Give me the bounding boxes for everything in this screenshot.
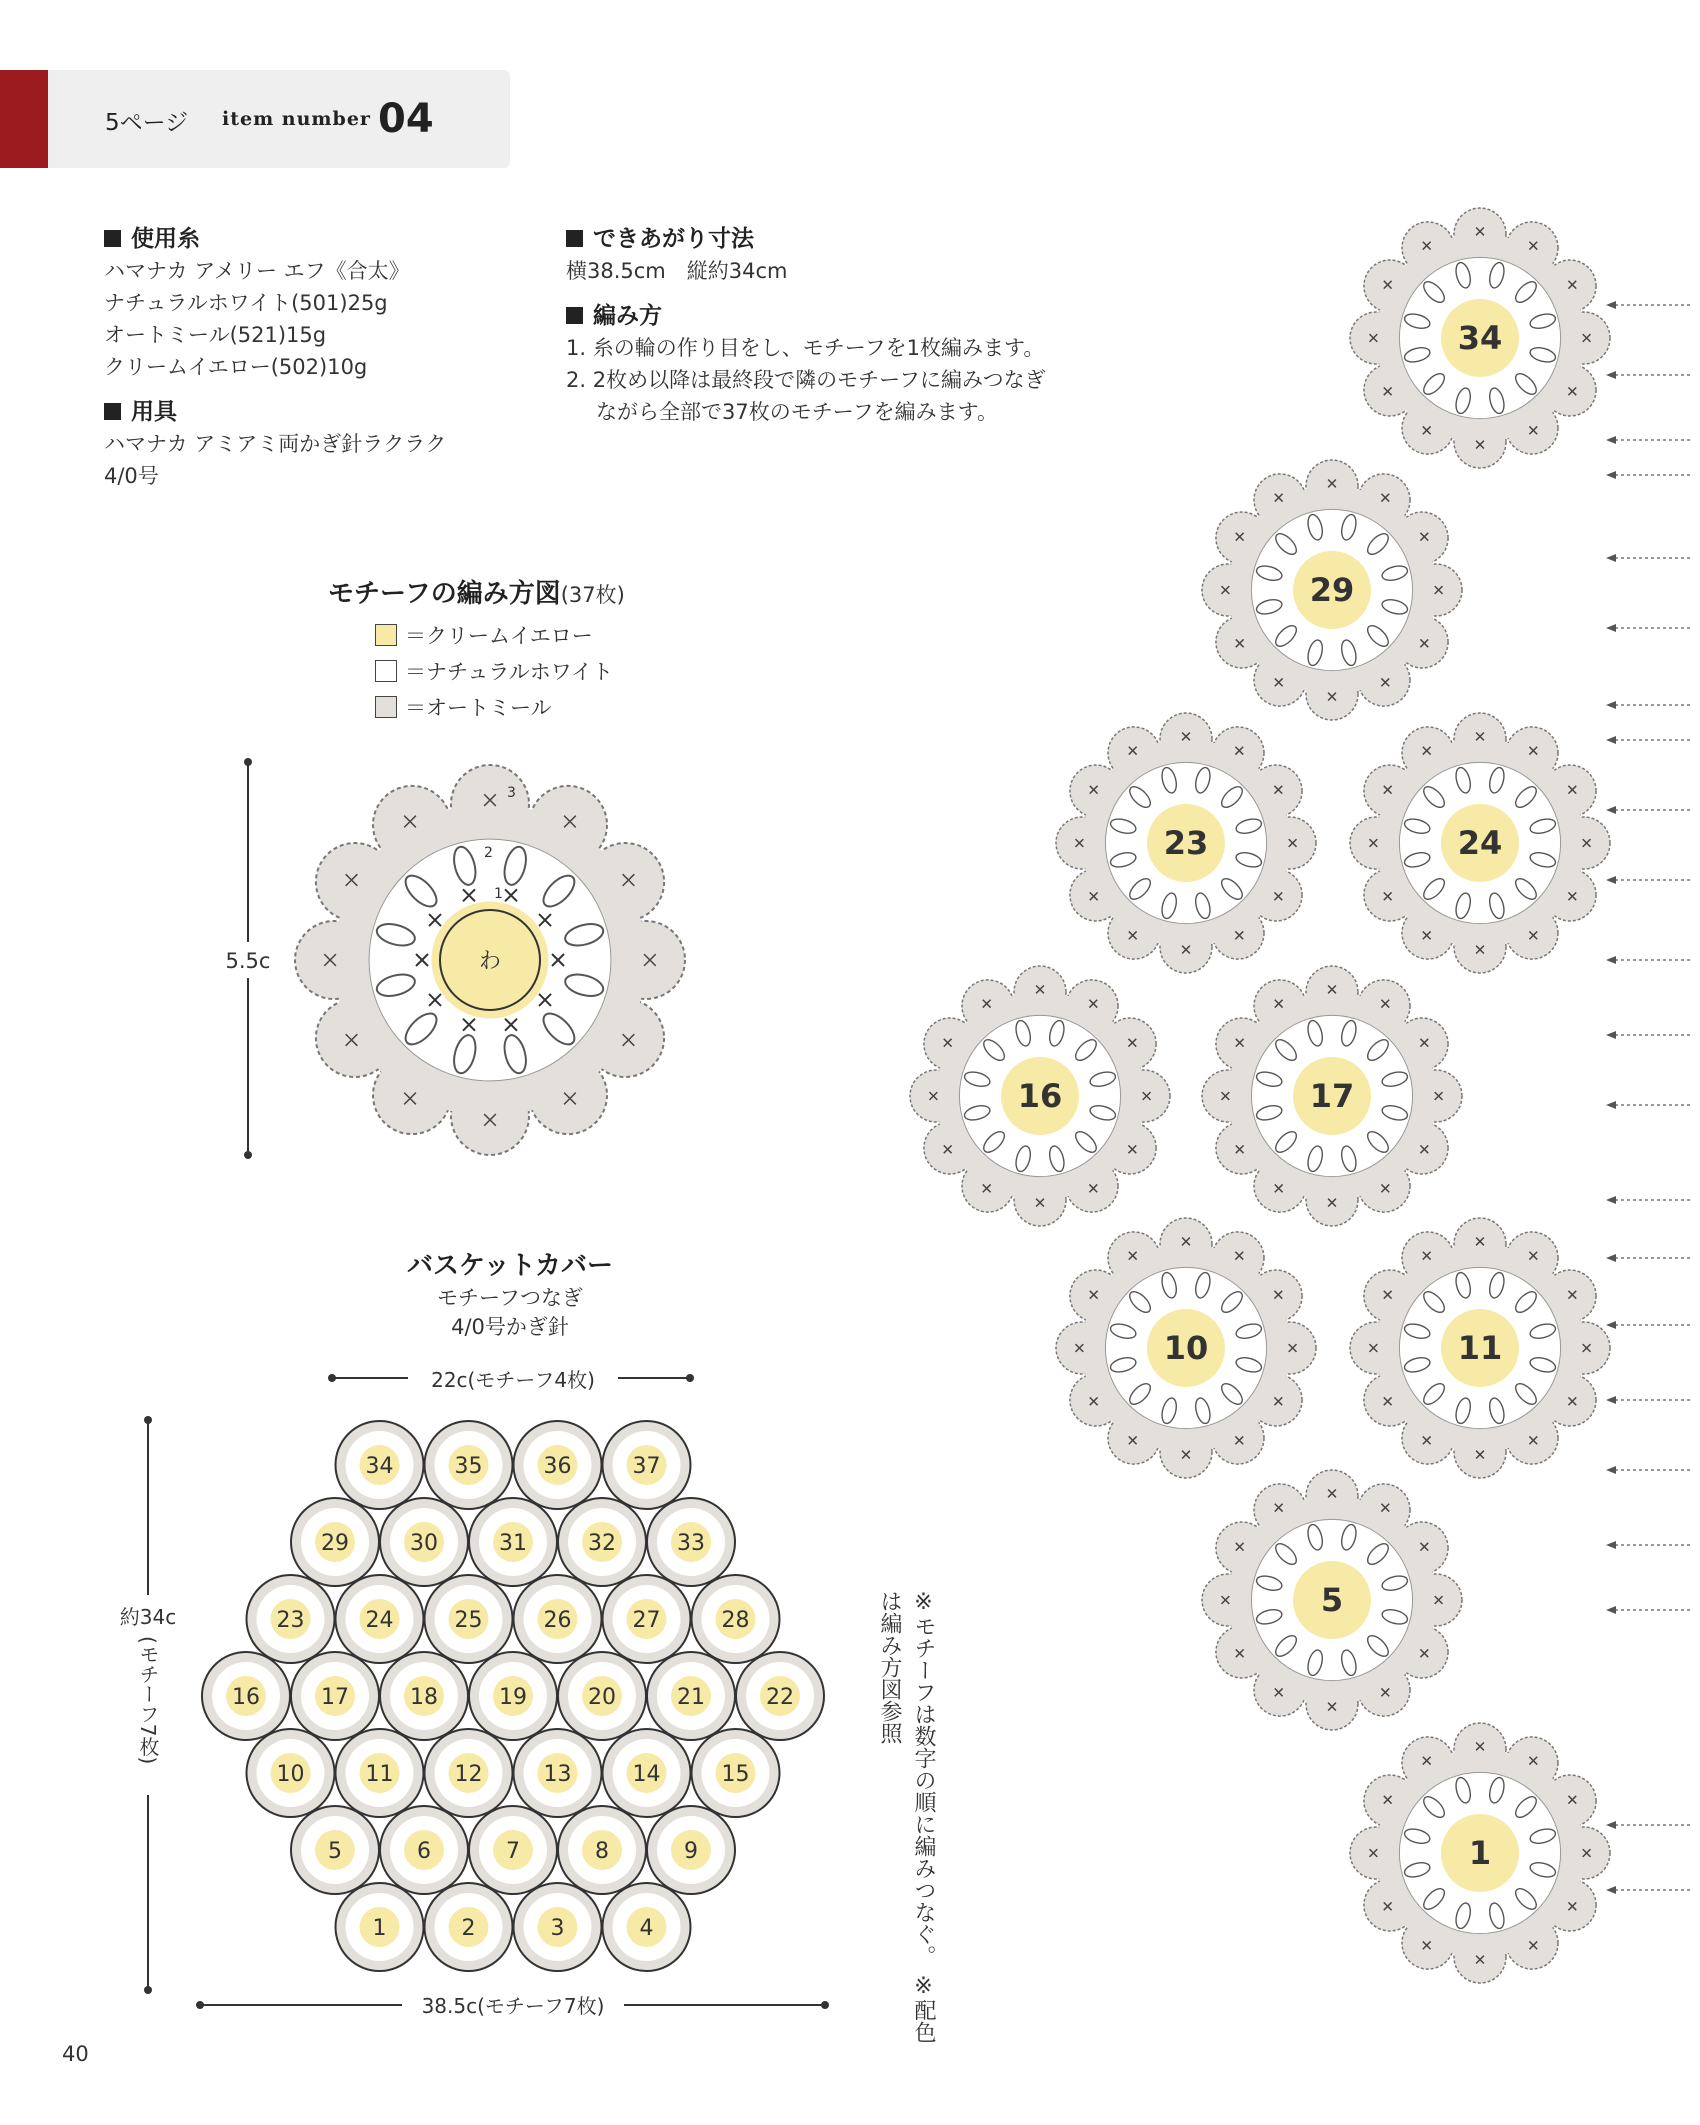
motif-layout-number: 24 [365, 1608, 394, 1633]
finished-size-title: できあがり寸法 [566, 220, 787, 253]
arrow-head-icon [1606, 1606, 1616, 1614]
round-label: 1 [494, 886, 503, 902]
round-label: 2 [484, 845, 493, 861]
basket-subtitle: 4/0号かぎ針 [451, 1315, 569, 1339]
ring-label: わ [478, 949, 502, 974]
motif-diagram [220, 750, 700, 1170]
color-swatch [375, 660, 397, 682]
motif-number: 29 [1309, 571, 1355, 609]
size-label: 5.5c [225, 949, 271, 973]
square-bullet-icon [104, 403, 121, 420]
motif-number: 24 [1457, 824, 1503, 862]
motif-number: 16 [1017, 1077, 1063, 1115]
side-dimension-label: 約34c [119, 1605, 177, 1629]
motif-layout-number: 2 [461, 1916, 476, 1941]
dimension-end-dot [244, 758, 252, 766]
page-number: 40 [62, 2042, 89, 2066]
legend-item: ＝クリームイエロー [375, 617, 613, 653]
dimension-end-dot [821, 2001, 829, 2009]
square-bullet-icon [104, 230, 121, 247]
note-line-1: ※モチーフは数字の順に編みつなぐ。 [911, 1590, 936, 1967]
motif-chart-title: モチーフの編み方図(37枚) [328, 579, 625, 609]
joined-motif-group [910, 208, 1610, 1983]
arrow-head-icon [1606, 956, 1616, 964]
motif-number: 1 [1468, 1834, 1492, 1872]
arrow-head-icon [1606, 624, 1616, 632]
top-dimension-label: 22c(モチーフ4枚) [431, 1368, 595, 1392]
motif-layout-number: 17 [321, 1685, 349, 1710]
arrow-head-icon [1606, 1254, 1616, 1262]
motif-layout-number: 34 [365, 1454, 394, 1479]
arrow-head-icon [1606, 1321, 1616, 1329]
arrow-head-icon [1606, 1101, 1616, 1109]
motif-number: 11 [1457, 1329, 1503, 1367]
motif-layout-number: 27 [632, 1608, 661, 1633]
item-number-label: item number [222, 108, 371, 130]
dimension-end-dot [196, 2001, 204, 2009]
yarn-line: ナチュラルホワイト(501)25g [104, 291, 388, 315]
basket-layout-diagram [100, 1350, 860, 2030]
basket-title-block [350, 1245, 670, 1340]
yarn-line: オートミール(521)15g [104, 323, 327, 347]
arrow-head-icon [1606, 1541, 1616, 1549]
motif-layout-number: 25 [454, 1608, 483, 1633]
yarn-section [104, 220, 410, 383]
arrow-head-icon [1606, 471, 1616, 479]
arrow-head-icon [1606, 1196, 1616, 1204]
header-accent [0, 70, 48, 168]
motif-layout-number: 36 [543, 1454, 572, 1479]
motif-layout-grid [202, 1421, 824, 1971]
side-dimension-sub: (モチーフ7枚) [136, 1636, 160, 1765]
dimension-end-dot [144, 1986, 152, 1994]
legend-item: ＝ナチュラルホワイト [375, 653, 613, 689]
motif-layout-number: 9 [684, 1839, 698, 1864]
dimension-end-dot [328, 1374, 336, 1382]
arrow-head-icon [1606, 554, 1616, 562]
round-label: 3 [507, 785, 516, 801]
dimension-end-dot [144, 1416, 152, 1424]
arrow-head-icon [1606, 436, 1616, 444]
square-bullet-icon [566, 230, 583, 247]
motif-number: 17 [1309, 1077, 1355, 1115]
tools-line: ハマナカ アミアミ両かぎ針ラクラク [104, 432, 447, 456]
motif-layout-number: 21 [677, 1685, 705, 1710]
motif-number: 23 [1163, 824, 1209, 862]
motif-layout-number: 15 [721, 1762, 750, 1787]
motif-layout-number: 5 [328, 1839, 342, 1864]
motif-legend [375, 617, 613, 725]
motif-layout-number: 18 [410, 1685, 438, 1710]
motif-layout-number: 31 [499, 1531, 527, 1556]
motif-number: 5 [1320, 1581, 1344, 1619]
arrow-head-icon [1606, 1821, 1616, 1829]
basket-subtitle: モチーフつなぎ [437, 1286, 583, 1310]
arrow-head-icon [1606, 701, 1616, 709]
how-to-step: ながら全部で37枚のモチーフを編みます。 [596, 400, 998, 424]
page-reference: 5ページ [105, 110, 189, 136]
motif-layout-number: 8 [595, 1839, 609, 1864]
motif-layout-number: 19 [499, 1685, 527, 1710]
yarn-title: 使用糸 [104, 220, 410, 253]
motif-layout-number: 1 [372, 1916, 387, 1941]
finished-size-section [566, 220, 787, 287]
motif-layout-number: 10 [276, 1762, 305, 1787]
motif-layout-number: 7 [506, 1839, 520, 1864]
motif-layout-number: 30 [410, 1531, 438, 1556]
square-bullet-icon [566, 307, 583, 324]
motif-layout-number: 14 [632, 1762, 661, 1787]
motif-number: 10 [1163, 1329, 1209, 1367]
motif-layout-number: 28 [721, 1608, 750, 1633]
arrow-head-icon [1606, 1886, 1616, 1894]
tools-line: 4/0号 [104, 464, 159, 488]
arrow-head-icon [1606, 1396, 1616, 1404]
yarn-line: ハマナカ アメリー エフ《合太》 [104, 259, 410, 283]
joined-motif-chart [890, 200, 1700, 2000]
dimension-end-dot [686, 1374, 694, 1382]
motif-layout-number: 37 [632, 1454, 661, 1479]
dimension-end-dot [244, 1151, 252, 1159]
motif-layout-number: 6 [417, 1839, 431, 1864]
how-to-title: 編み方 [566, 297, 1046, 330]
motif-layout-number: 3 [550, 1916, 565, 1941]
motif-layout-number: 11 [365, 1762, 394, 1787]
motif-layout-number: 26 [543, 1608, 572, 1633]
color-swatch [375, 696, 397, 718]
arrow-head-icon [1606, 736, 1616, 744]
basket-title: バスケットカバー [407, 1251, 613, 1281]
motif-layout-number: 13 [543, 1762, 572, 1787]
color-swatch [375, 624, 397, 646]
motif-number: 34 [1457, 319, 1503, 357]
arrow-head-icon [1606, 301, 1616, 309]
motif-layout-number: 12 [454, 1762, 483, 1787]
motif-layout-number: 32 [588, 1531, 616, 1556]
arrow-head-icon [1606, 371, 1616, 379]
arrow-head-icon [1606, 806, 1616, 814]
tools-section [104, 393, 446, 492]
yarn-line: クリームイエロー(502)10g [104, 355, 368, 379]
motif-layout-number: 33 [677, 1531, 705, 1556]
bottom-dimension-label: 38.5c(モチーフ7枚) [421, 1994, 605, 2018]
motif-layout-number: 20 [588, 1685, 616, 1710]
motif-layout-number: 29 [321, 1531, 349, 1556]
motif-layout-number: 23 [276, 1608, 305, 1633]
motif-layout-number: 35 [454, 1454, 483, 1479]
motif-layout-number: 4 [639, 1916, 654, 1941]
motif-count: (37枚) [560, 583, 625, 607]
tools-title: 用具 [104, 393, 446, 426]
arrow-head-icon [1606, 1466, 1616, 1474]
finished-size-text: 横38.5cm 縦約34cm [566, 259, 788, 283]
note-line-2: ※配色は編み方図参照 [877, 1590, 936, 2043]
arrow-head-icon [1606, 876, 1616, 884]
how-to-step: 1. 糸の輪の作り目をし、モチーフを1枚編みます。 [566, 336, 1045, 360]
motif-layout-number: 16 [232, 1685, 260, 1710]
item-number: 04 [378, 96, 434, 142]
motif-layout-number: 22 [766, 1685, 794, 1710]
arrow-head-icon [1606, 1031, 1616, 1039]
how-to-step: 2. 2枚め以降は最終段で隣のモチーフに編みつなぎ [566, 368, 1046, 392]
legend-item: ＝オートミール [375, 689, 613, 725]
join-arrows [1606, 301, 1690, 1894]
